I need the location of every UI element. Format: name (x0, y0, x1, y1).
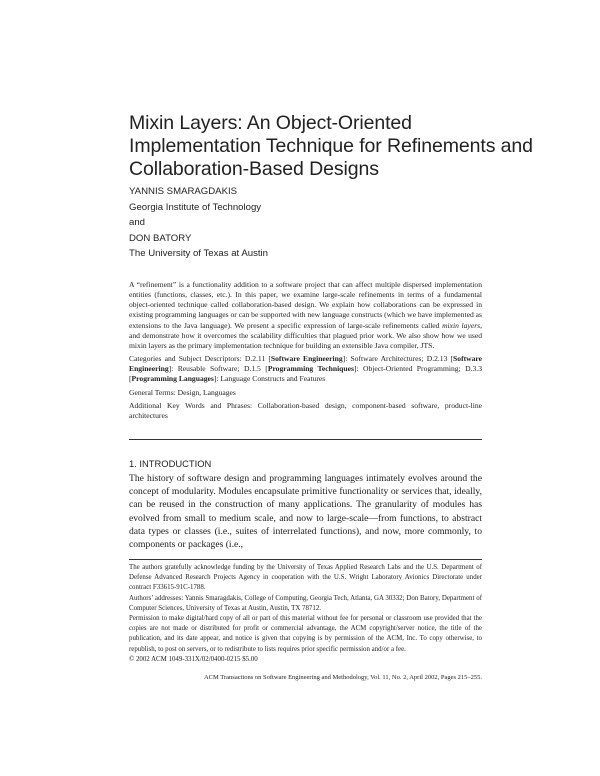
footnote-funding: The authors gratefully acknowledge funding by the University of Texas Applied Research Labs and the U.S. Department of Defense Advanced Research Projects Agency in cooperation with the U.S. Wright Laboratory Avionics Directorate under contract F33615-91C-1788. (129, 564, 482, 592)
author-2-affiliation: The University of Texas at Austin (129, 248, 268, 260)
author-1-affiliation: Georgia Institute of Technology (129, 201, 262, 213)
descriptor-text: ]: Object-Oriented Programming; D.3.3 [ (129, 364, 482, 384)
descriptor-text: Categories and Subject Descriptors: D.2.11 [ (129, 354, 271, 364)
abstract-emphasis: mixin layers (442, 320, 481, 330)
footnote-block (129, 563, 482, 665)
footnote-addresses: Authors’ addresses: Yannis Smaragdakis, College of Computing, Georgia Tech, Atlanta, GA 30332; Don Batory, Department of Computer Sciences, University of Texas at Austin, Austin, TX 78712. (129, 594, 482, 612)
descriptor-term: Programming Techniques (267, 364, 354, 374)
running-footer: ACM Transactions on Software Engineering and Methodology, Vol. 11, No. 2, April 2002, Pages 215–255. (203, 674, 482, 681)
author-2-name: DON BATORY (129, 232, 192, 244)
abstract-text (129, 280, 482, 351)
introduction-body (129, 472, 482, 551)
descriptor-text: ]: Reusable Software; D.1.5 [ (168, 364, 268, 374)
footnote-copyright: © 2002 ACM 1049-331X/02/0400-0215 $5.00 (129, 655, 258, 663)
footnote-permission: Permission to make digital/hard copy of all or part of this material without fee for personal or classroom use provided that the copies are not made or distributed for profit or commercial advantage, the ACM copyright/server notice, the title of the publication, and its date appear, and notice is given that copying is by permission of the ACM, Inc. To copy otherwise, to republish, to post on servers, or to redistribute to lists requires prior specific permission and/or a fee. (129, 615, 482, 653)
paper-title: Mixin Layers: An Object-Oriented Implementation Technique for Refinements and Collaboration-Based Designs (129, 112, 533, 180)
descriptor-term: Software Engineering (129, 354, 483, 374)
author-block (129, 184, 529, 262)
abstract-text-part: A “refinement” is a functionality addition to a software project that can affect multiple dispersed implementation entities (functions, classes, etc.). In this paper, we examine large-scale refinements in terms of a fundamental object-oriented technique called collaboration-based design. We explain how collaborations can be expressed in existing programming languages or can be supported with new language constructs (which we have implemented as extensions to the Java language). We present a specific expression of large-scale refinements called (129, 280, 482, 330)
general-terms: General Terms: Design, Languages (129, 387, 236, 397)
author-1-name: YANNIS SMARAGDAKIS (129, 186, 238, 197)
descriptor-term: Programming Languages (131, 374, 214, 384)
abstract-block (129, 280, 482, 421)
section-divider (129, 439, 482, 440)
keywords: Additional Key Words and Phrases: Collaboration-based design, component-based software, product-line architectures (129, 400, 482, 420)
descriptor-text: ]: Language Constructs and Features (213, 374, 326, 384)
footnote-divider (129, 559, 482, 560)
subject-descriptors (129, 354, 482, 384)
section-heading: 1. INTRODUCTION (129, 458, 212, 469)
descriptor-term: Software Engineering (270, 354, 343, 364)
introduction-paragraph: The history of software design and programming languages intimately evolves around the concept of modularity. Modules encapsulate primitive functionality or services that, ideally, can be reused in the construction of many applications. The granularity of modules has evolved from small to medium scale, and now to large-scale—from functions, to abstract data types or classes (i.e., suites of interrelated functions), and now, more commonly, to components or packages (i.e., (129, 473, 482, 551)
author-conjunction: and (129, 217, 146, 229)
descriptor-text: ]: Software Architectures; D.2.13 [ (342, 354, 454, 364)
abstract-text-part: , and demonstrate how it overcomes the scalability difficulties that plagued prior work. We also show how we used mixin layers as the primary implementation technique for building an extensible Java compiler, JTS. (129, 320, 483, 350)
